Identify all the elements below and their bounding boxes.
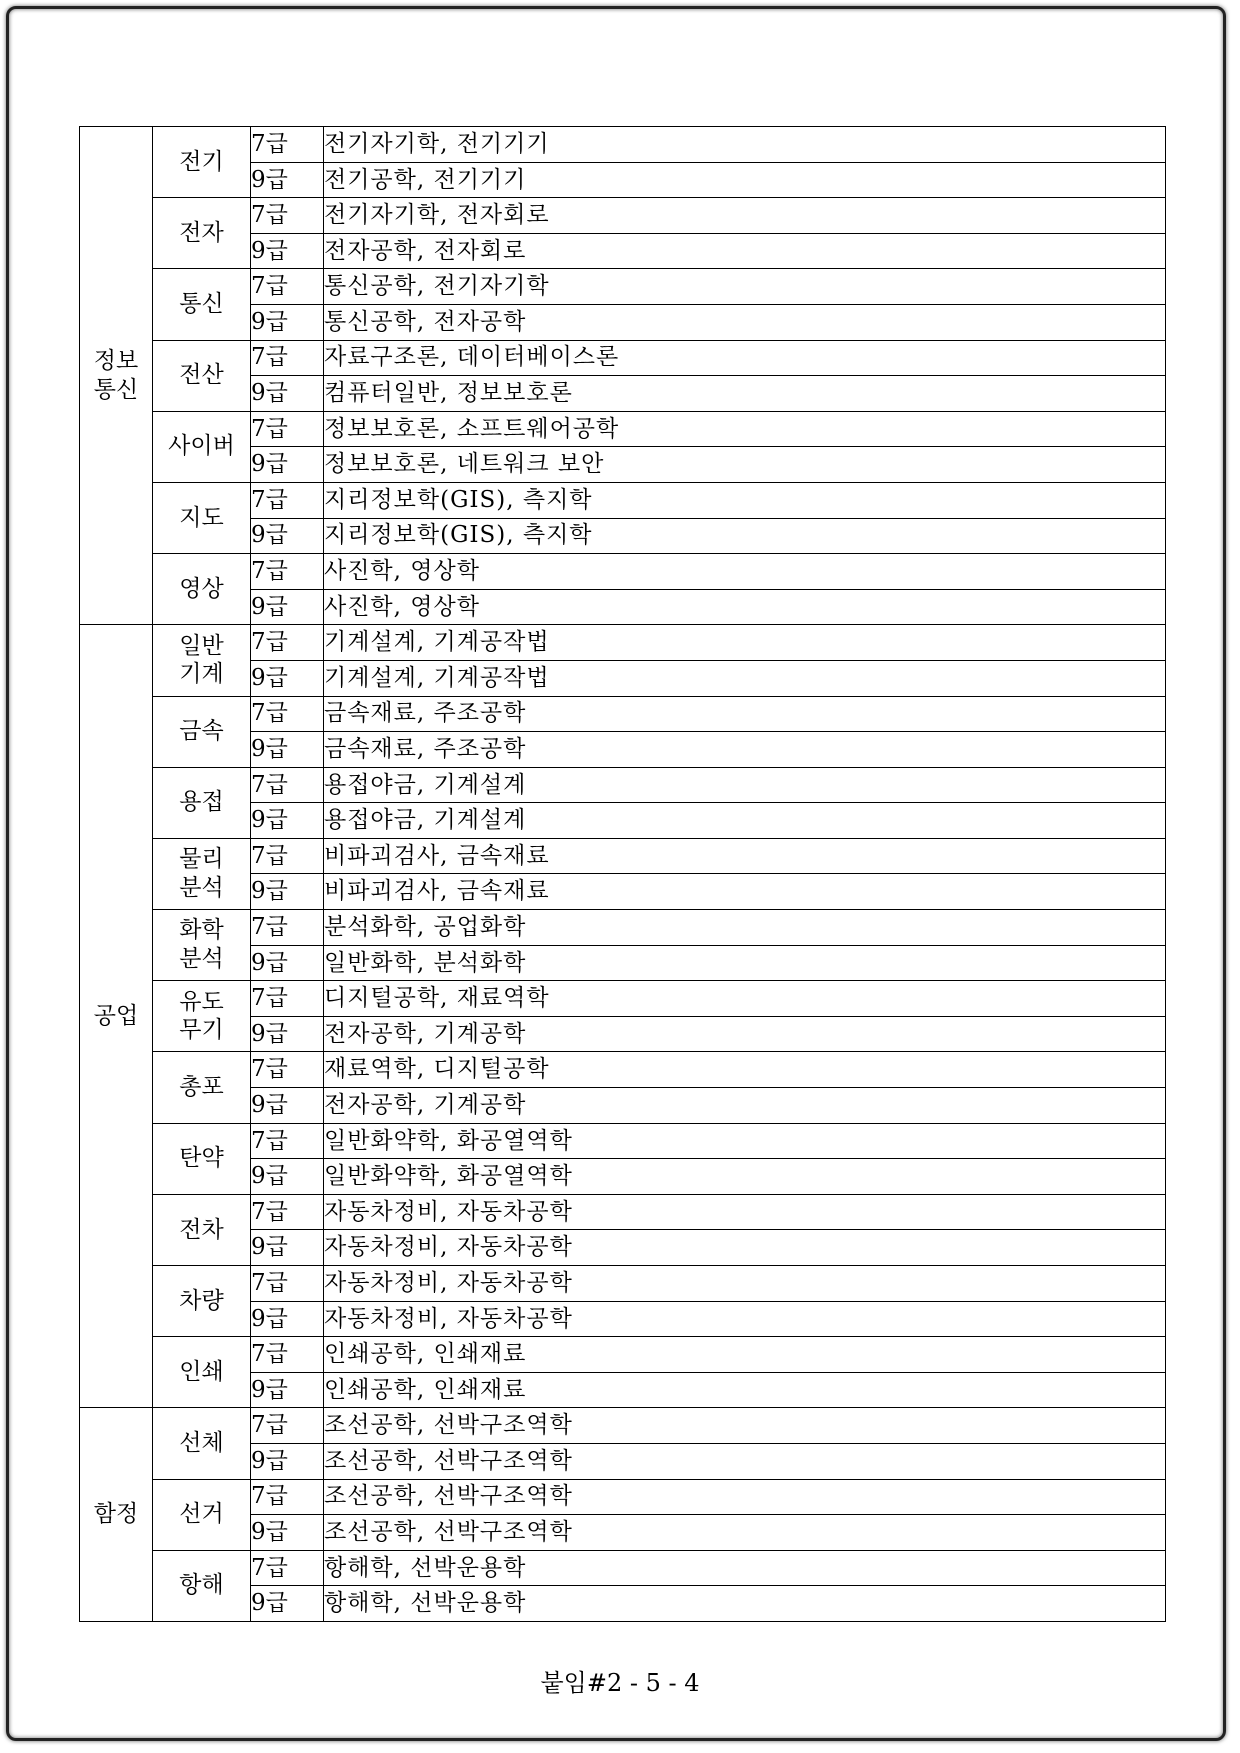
subjects-cell: 조선공학, 선박구조역학 xyxy=(324,1443,1166,1479)
subjects-cell: 자동차정비, 자동차공학 xyxy=(324,1230,1166,1266)
subjects-cell: 용접야금, 기계설계 xyxy=(324,767,1166,803)
subjects-cell: 재료역학, 디지털공학 xyxy=(324,1052,1166,1088)
table-row xyxy=(80,340,1166,376)
series-cell xyxy=(153,198,251,269)
subjects-cell: 디지털공학, 재료역학 xyxy=(324,981,1166,1017)
series-label: 용접 xyxy=(179,789,224,816)
table-row xyxy=(80,1266,1166,1302)
grade-cell: 7급 xyxy=(251,1123,324,1159)
subjects-cell: 기계설계, 기계공작법 xyxy=(324,625,1166,661)
series-cell xyxy=(153,981,251,1052)
table-row xyxy=(80,838,1166,874)
grade-cell: 7급 xyxy=(251,767,324,803)
grade-cell: 9급 xyxy=(251,447,324,483)
table-row xyxy=(80,482,1166,518)
grade-cell: 9급 xyxy=(251,589,324,625)
grade-cell: 9급 xyxy=(251,1301,324,1337)
table-row xyxy=(80,1408,1166,1444)
subjects-cell: 자동차정비, 자동차공학 xyxy=(324,1301,1166,1337)
grade-cell: 9급 xyxy=(251,518,324,554)
subjects-cell: 조선공학, 선박구조역학 xyxy=(324,1479,1166,1515)
table-row xyxy=(80,1123,1166,1159)
grade-cell: 7급 xyxy=(251,1052,324,1088)
field-cell xyxy=(80,127,153,625)
grade-cell: 9급 xyxy=(251,233,324,269)
table-row xyxy=(80,1337,1166,1373)
grade-cell: 9급 xyxy=(251,1016,324,1052)
subjects-cell: 조선공학, 선박구조역학 xyxy=(324,1408,1166,1444)
subjects-cell: 사진학, 영상학 xyxy=(324,589,1166,625)
subjects-cell: 기계설계, 기계공작법 xyxy=(324,660,1166,696)
grade-cell: 7급 xyxy=(251,1337,324,1373)
series-label: 물리 분석 xyxy=(179,846,224,901)
field-label: 공업 xyxy=(93,1002,139,1029)
grade-cell: 9급 xyxy=(251,1230,324,1266)
subjects-cell: 일반화약학, 화공열역학 xyxy=(324,1159,1166,1195)
subjects-cell: 비파괴검사, 금속재료 xyxy=(324,838,1166,874)
series-label: 탄약 xyxy=(179,1145,224,1172)
table-row xyxy=(80,269,1166,305)
grade-cell: 7급 xyxy=(251,910,324,946)
series-cell xyxy=(153,767,251,838)
table-row xyxy=(80,625,1166,661)
grade-cell: 7급 xyxy=(251,981,324,1017)
subjects-cell: 지리정보학(GIS), 측지학 xyxy=(324,482,1166,518)
grade-cell: 9급 xyxy=(251,1372,324,1408)
grade-cell: 7급 xyxy=(251,411,324,447)
grade-cell: 7급 xyxy=(251,1194,324,1230)
subjects-cell: 지리정보학(GIS), 측지학 xyxy=(324,518,1166,554)
series-cell xyxy=(153,910,251,981)
grade-cell: 9급 xyxy=(251,945,324,981)
series-cell xyxy=(153,482,251,553)
series-cell xyxy=(153,696,251,767)
grade-cell: 7급 xyxy=(251,340,324,376)
field-cell xyxy=(80,1408,153,1622)
table-row xyxy=(80,910,1166,946)
series-label: 금속 xyxy=(179,718,224,745)
table-row xyxy=(80,767,1166,803)
grade-cell: 7급 xyxy=(251,1408,324,1444)
series-label: 화학 분석 xyxy=(179,917,224,973)
exam-subject-table xyxy=(79,126,1166,1622)
grade-cell: 9급 xyxy=(251,1586,324,1622)
page-number: 붙임#2 - 5 - 4 xyxy=(540,1669,700,1697)
series-label: 영상 xyxy=(179,575,224,602)
series-cell xyxy=(153,1408,251,1479)
grade-cell: 7급 xyxy=(251,1550,324,1586)
subjects-cell: 일반화약학, 화공열역학 xyxy=(324,1123,1166,1159)
series-label: 항해 xyxy=(179,1572,224,1599)
subjects-cell: 분석화학, 공업화학 xyxy=(324,910,1166,946)
grade-cell: 9급 xyxy=(251,732,324,768)
table-row xyxy=(80,411,1166,447)
grade-cell: 7급 xyxy=(251,198,324,234)
grade-cell: 7급 xyxy=(251,1266,324,1302)
grade-cell: 9급 xyxy=(251,874,324,910)
table-row xyxy=(80,696,1166,732)
subjects-cell: 정보보호론, 소프트웨어공학 xyxy=(324,411,1166,447)
series-label: 인쇄 xyxy=(179,1358,224,1385)
subjects-cell: 전기공학, 전기기기 xyxy=(324,162,1166,198)
series-cell xyxy=(153,838,251,909)
grade-cell: 7급 xyxy=(251,127,324,163)
subjects-cell: 인쇄공학, 인쇄재료 xyxy=(324,1337,1166,1373)
series-label: 사이버 xyxy=(168,433,235,460)
series-cell xyxy=(153,340,251,411)
table-body xyxy=(80,127,1166,1622)
series-label: 유도 무기 xyxy=(179,988,224,1044)
table-row xyxy=(80,1052,1166,1088)
series-label: 통신 xyxy=(179,291,224,318)
series-cell xyxy=(153,1052,251,1123)
field-cell xyxy=(80,625,153,1408)
subjects-cell: 금속재료, 주조공학 xyxy=(324,732,1166,768)
subjects-cell: 자동차정비, 자동차공학 xyxy=(324,1266,1166,1302)
series-cell xyxy=(153,1123,251,1194)
grade-cell: 9급 xyxy=(251,1159,324,1195)
grade-cell: 9급 xyxy=(251,803,324,839)
series-cell xyxy=(153,554,251,625)
series-cell xyxy=(153,127,251,198)
subjects-cell: 항해학, 선박운용학 xyxy=(324,1586,1166,1622)
grade-cell: 9급 xyxy=(251,304,324,340)
series-label: 전차 xyxy=(179,1216,224,1243)
table-row xyxy=(80,127,1166,163)
subjects-cell: 항해학, 선박운용학 xyxy=(324,1550,1166,1586)
grade-cell: 7급 xyxy=(251,1479,324,1515)
grade-cell: 7급 xyxy=(251,554,324,590)
field-label: 정보 통신 xyxy=(93,347,139,403)
subjects-cell: 전자공학, 기계공학 xyxy=(324,1088,1166,1124)
subjects-cell: 컴퓨터일반, 정보보호론 xyxy=(324,376,1166,412)
series-label: 총포 xyxy=(179,1074,224,1101)
subjects-cell: 자료구조론, 데이터베이스론 xyxy=(324,340,1166,376)
subjects-cell: 금속재료, 주조공학 xyxy=(324,696,1166,732)
table-row xyxy=(80,198,1166,234)
series-cell xyxy=(153,1479,251,1550)
series-label: 전기 xyxy=(179,148,224,175)
subjects-cell: 통신공학, 전자공학 xyxy=(324,304,1166,340)
series-cell xyxy=(153,269,251,340)
series-label: 차량 xyxy=(179,1287,224,1314)
series-label: 전자 xyxy=(179,219,224,246)
grade-cell: 9급 xyxy=(251,376,324,412)
field-label: 함정 xyxy=(93,1501,139,1528)
subjects-cell: 정보보호론, 네트워크 보안 xyxy=(324,447,1166,483)
series-label: 지도 xyxy=(179,504,224,531)
series-label: 선거 xyxy=(179,1501,224,1528)
table-row xyxy=(80,1479,1166,1515)
subjects-cell: 일반화학, 분석화학 xyxy=(324,945,1166,981)
grade-cell: 9급 xyxy=(251,660,324,696)
grade-cell: 9급 xyxy=(251,162,324,198)
series-cell xyxy=(153,625,251,696)
series-cell xyxy=(153,1550,251,1621)
series-cell xyxy=(153,1194,251,1265)
subjects-cell: 통신공학, 전기자기학 xyxy=(324,269,1166,305)
subjects-cell: 전기자기학, 전자회로 xyxy=(324,198,1166,234)
grade-cell: 9급 xyxy=(251,1515,324,1551)
table-row xyxy=(80,981,1166,1017)
series-cell xyxy=(153,1337,251,1408)
subjects-cell: 자동차정비, 자동차공학 xyxy=(324,1194,1166,1230)
subjects-cell: 조선공학, 선박구조역학 xyxy=(324,1515,1166,1551)
subjects-cell: 사진학, 영상학 xyxy=(324,554,1166,590)
grade-cell: 7급 xyxy=(251,696,324,732)
subjects-cell: 전자공학, 전자회로 xyxy=(324,233,1166,269)
grade-cell: 7급 xyxy=(251,482,324,518)
table-row xyxy=(80,1550,1166,1586)
subjects-cell: 인쇄공학, 인쇄재료 xyxy=(324,1372,1166,1408)
grade-cell: 7급 xyxy=(251,269,324,305)
grade-cell: 9급 xyxy=(251,1088,324,1124)
subjects-cell: 용접야금, 기계설계 xyxy=(324,803,1166,839)
series-label: 일반 기계 xyxy=(179,632,224,688)
grade-cell: 7급 xyxy=(251,838,324,874)
subjects-cell: 전자공학, 기계공학 xyxy=(324,1016,1166,1052)
subjects-cell: 비파괴검사, 금속재료 xyxy=(324,874,1166,910)
table-row xyxy=(80,1194,1166,1230)
table-row xyxy=(80,554,1166,590)
series-cell xyxy=(153,1266,251,1337)
series-cell xyxy=(153,411,251,482)
grade-cell: 7급 xyxy=(251,625,324,661)
subjects-cell: 전기자기학, 전기기기 xyxy=(324,127,1166,163)
series-label: 선체 xyxy=(179,1430,224,1457)
grade-cell: 9급 xyxy=(251,1443,324,1479)
series-label: 전산 xyxy=(179,362,224,389)
